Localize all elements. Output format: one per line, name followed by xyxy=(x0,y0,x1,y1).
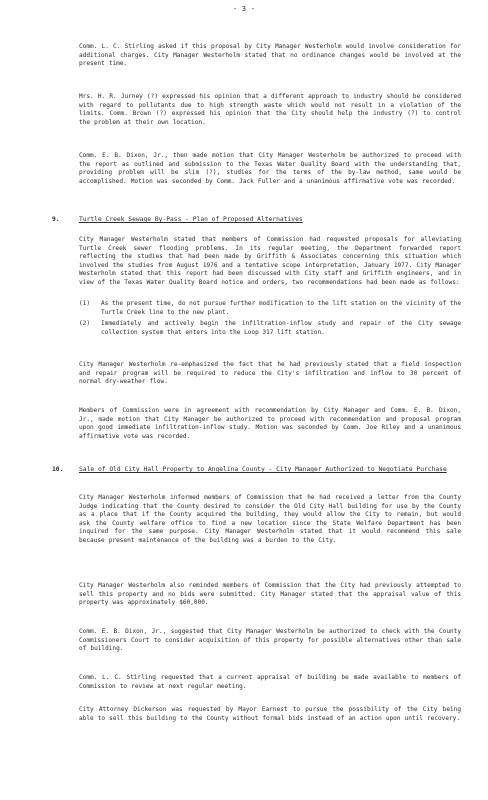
paragraph: City Manager Westerholm stated that members of Commission had requested proposals for alleviating Turtle Creek sewer flooding problems. In its regular meeting, the Department forwarded report reflecting the studies that had been made by Griffith & Associates concerning this situation which involved the studies from August 1976 and a tentative scope interpretation, January 1977. City Manager Westerholm stated that this report had been discussed with City staff and Griffith engineers, and in view of the Texas Water Quality Board notice and orders, two recommendations had been made as follows: xyxy=(79,236,461,286)
section-title: Turtle Creek Sewage By-Pass - Plan of Proposed Alternatives xyxy=(79,216,303,223)
paragraph: Comm. E. B. Dixon, Jr., then made motion that City Manager Westerholm be authorized to proceed with the report as outlined and submission to the Texas Water Quality Board with the understanding that, providing problem will be slim (?), studies for the terms of the by-law method, same would be accomplished. Motion was seconded by Comm. Jack Fuller and a unanimous affirmative vote was recorded. xyxy=(79,152,461,185)
section-number: 9. xyxy=(52,216,60,223)
paragraph: Mrs. H. R. Jurney (?) expressed his opinion that a different approach to industry should be considered with regard to pollutants due to high strength waste which would not result in a violation of the limits. Comm. Brown (?) expressed his opinion that the City should help the industry (?) to control the problem at their own location. xyxy=(79,93,461,126)
paragraph: Members of Commission were in agreement with recommendation by City Manager and Comm. E. B. Dixon, Jr., made motion that City Manager be authorized to proceed with recommendation and proposal program upon good immediate infiltration-inflow study. Motion was seconded by Comm. Joe Riley and a unanimous affirmative vote was recorded. xyxy=(79,407,461,440)
paragraph: City Manager Westerholm informed members of Commission that he had received a letter from the County Judge indicating that the County desired to consider the Old City Hall building for use by the County as a place that if the County acquired the building, they would allow the City to remain, but would ask the County welfare office to find a new location since the State Welfare Department has been inquired for the same purpose. City Manager Westerholm stated that it would recommend this sale because present maintenance of the building was a burden to the City. xyxy=(79,494,461,544)
list-text: Immediately and actively begin the infiltration-inflow study and repair of the City sewage collection system that enters into the Loop 317 lift station. xyxy=(101,320,461,336)
list-marker: (1) xyxy=(79,300,91,307)
paragraph: Comm. L. C. Stirling asked if this proposal by City Manager Westerholm would involve consideration for additional charges. City Manager Westerholm stated that no ordinance changes would be involved at the present time. xyxy=(79,43,461,68)
section-number: 10. xyxy=(52,466,64,473)
paragraph: City Manager Westerholm re-emphasized the fact that he had previously stated that a field inspection and repair program will be required to reduce the City's infiltration and inflow to 30 percent of normal dry-weather flow. xyxy=(79,361,461,386)
list-marker: (2) xyxy=(79,320,91,327)
section-title: Sale of Old City Hall Property to Angelina County - City Manager Authorized to Negotiate Purchase xyxy=(79,466,447,473)
page-number: - 3 - xyxy=(232,5,256,13)
list-text: As the present time, do not pursue further modification to the lift station on the vicinity of the Turtle Creek line to the new plant. xyxy=(101,300,461,316)
paragraph: City Attorney Dickerson was requested by Mayor Earnest to pursue the possibility of the City being able to sell this building to the County without formal bids instead of an action upon until recovery. xyxy=(79,706,461,722)
paragraph: Comm. E. B. Dixon, Jr., suggested that City Manager Westerholm be authorized to check with the County Commissioners Court to consider acquisition of this property for possible alternatives other than sale of building. xyxy=(79,628,461,653)
paragraph: Comm. L. C. Stirling requested that a current appraisal of building be made available to members of Commission to review at next regular meeting. xyxy=(79,674,461,690)
paragraph: City Manager Westerholm also reminded members of Commission that the City had previously attempted to sell this property and no bids were submitted. City Manager stated that the appraisal value of this property was approximately $60,000. xyxy=(79,582,461,607)
